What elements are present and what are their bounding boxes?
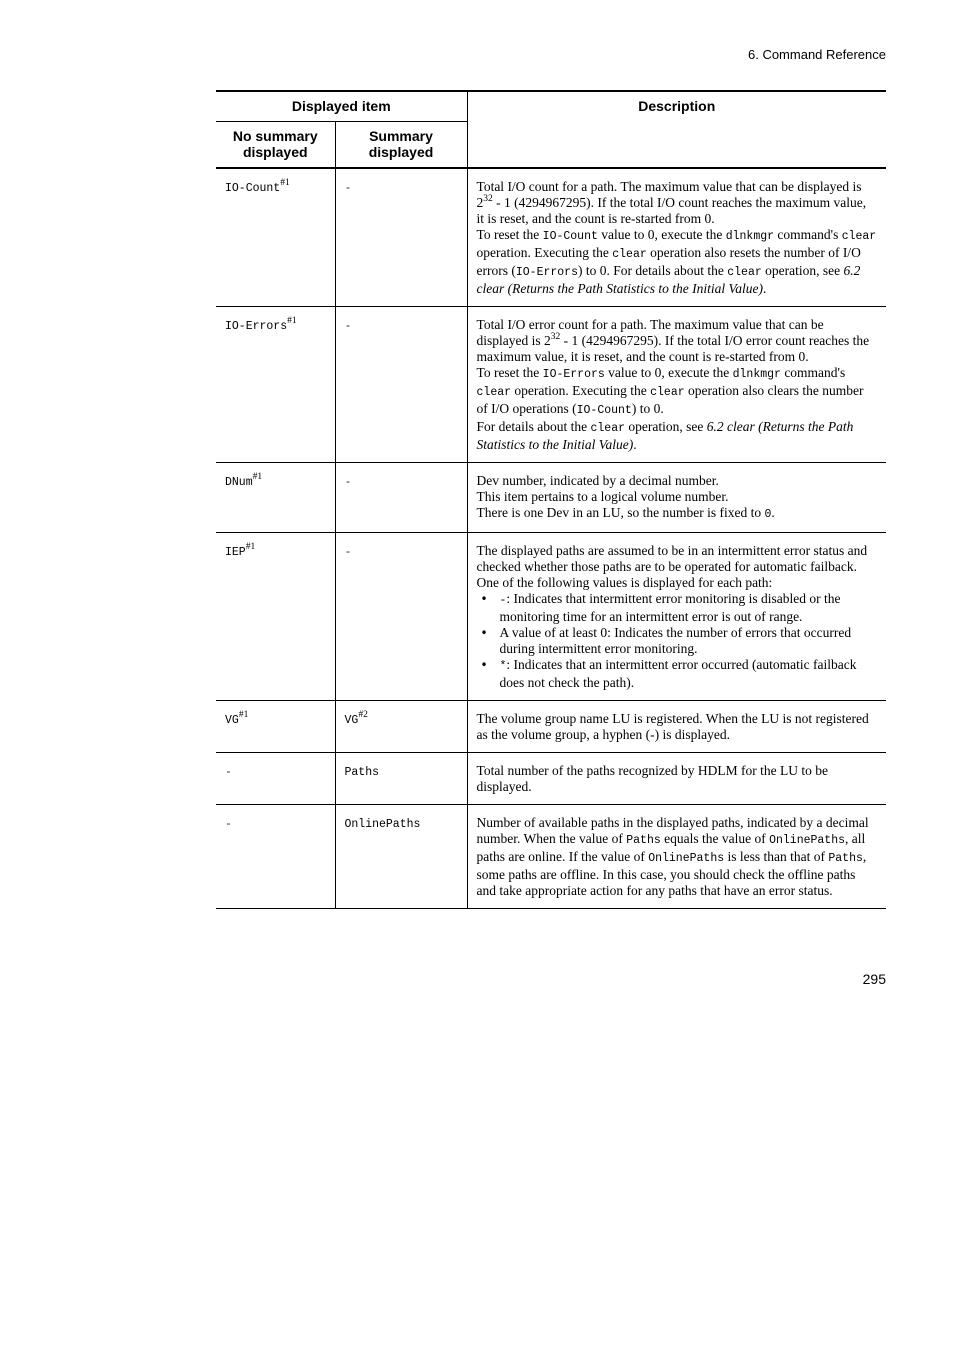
description-text: Number of available paths in the displayed paths, indicated by a decimal number. When the value of Paths equals the value of OnlinePaths, all paths are online. If the value of OnlinePaths is less than that of Paths, some paths are offline. In this case, you should check the offline paths and take appropriate action for any paths that have an error status. xyxy=(476,815,869,898)
code-term: dlnkmgr xyxy=(732,368,781,381)
cell-description xyxy=(467,701,886,753)
table-row xyxy=(216,701,886,753)
cell-no-summary xyxy=(216,753,335,805)
footnote-mark: #1 xyxy=(280,177,290,188)
description-text: The volume group name LU is registered. When the LU is not registered as the volume group, a hyphen (-) is displayed. xyxy=(476,711,869,742)
cell-summary xyxy=(335,463,467,533)
cell-no-summary xyxy=(216,463,335,533)
list-item: • -: Indicates that intermittent error monitoring is disabled or the monitoring time for an intermittent error is out of range. xyxy=(500,591,878,625)
item-name: - xyxy=(225,766,232,779)
description-text: Total number of the paths recognized by HDLM for the LU to be displayed. xyxy=(476,763,828,794)
running-header: 6. Command Reference xyxy=(747,47,886,62)
cell-description xyxy=(467,307,886,463)
cell-summary xyxy=(335,805,467,909)
code-term: clear xyxy=(650,386,685,399)
table-row xyxy=(216,307,886,463)
cell-summary xyxy=(335,168,467,307)
col-header-displayed-item: Displayed item xyxy=(216,91,467,122)
table-row xyxy=(216,533,886,701)
cell-no-summary xyxy=(216,701,335,753)
cell-no-summary xyxy=(216,168,335,307)
item-name: VG xyxy=(225,714,239,727)
cell-summary xyxy=(335,701,467,753)
footnote-mark: #1 xyxy=(238,709,249,720)
table-row xyxy=(216,805,886,909)
code-term: * xyxy=(499,660,507,673)
item-name: - xyxy=(225,818,232,831)
code-term: IO-Errors xyxy=(515,266,578,279)
footnote-mark: #2 xyxy=(358,709,368,720)
col-header-description: Description xyxy=(467,91,886,168)
item-name: DNum xyxy=(225,476,253,489)
superscript: 32 xyxy=(550,331,561,342)
cross-reference: 6.2 clear (Returns the Path Statistics to the Initial Value) xyxy=(476,263,861,296)
item-name: OnlinePaths xyxy=(344,818,421,831)
cell-summary xyxy=(335,533,467,701)
code-term: dlnkmgr xyxy=(725,230,775,243)
item-name: - xyxy=(344,476,352,489)
item-name: IO-Count xyxy=(225,182,281,195)
item-name: Paths xyxy=(344,766,380,779)
code-term: Paths xyxy=(828,852,863,865)
description-text: Total I/O error count for a path. The maximum value that can be displayed is $2^{32} - 1$ (4294967295). If the total I/O error count reaches the maximum value, it is reset, and the count is re-started from 0. To reset the IO-Errors value to 0, execute the dlnkmgr command's clear operation. Executing the clear operation also clears the number of I/O operations (IO-Count) to 0. For details about the clear operation, see 6.2 clear (Returns the Path Statistics to the Initial Value). xyxy=(476,317,870,452)
code-term: - xyxy=(499,594,507,607)
cell-no-summary xyxy=(216,307,335,463)
code-term: Paths xyxy=(626,834,661,847)
code-term: IO-Count xyxy=(576,404,632,417)
bullet-list xyxy=(477,591,878,691)
description-text: Dev number, indicated by a decimal number. This item pertains to a logical volume number. There is one Dev in an LU, so the number is fixed to 0. xyxy=(476,473,775,521)
item-name: - xyxy=(344,320,352,333)
code-term: clear xyxy=(727,266,762,279)
cell-description xyxy=(467,168,886,307)
cell-description xyxy=(467,533,886,701)
code-term: clear xyxy=(476,386,512,399)
code-term: OnlinePaths xyxy=(648,852,725,865)
table-row xyxy=(216,753,886,805)
item-name: IO-Errors xyxy=(225,320,288,333)
item-name: VG xyxy=(344,714,359,727)
col-header-summary: Summary displayed xyxy=(335,122,467,169)
cell-summary xyxy=(335,753,467,805)
code-term: OnlinePaths xyxy=(769,834,846,847)
list-item: • *: Indicates that an intermittent error occurred (automatic failback does not check the path). xyxy=(500,657,878,691)
superscript: 32 xyxy=(483,193,493,204)
col-header-no-summary: No summary displayed xyxy=(216,122,335,169)
displayed-items-table xyxy=(216,90,886,909)
table-row xyxy=(216,168,886,307)
list-item: • A value of at least 0: Indicates the number of errors that occurred during intermittent error monitoring. xyxy=(500,625,878,657)
footnote-mark: #1 xyxy=(252,471,263,482)
description-text: The displayed paths are assumed to be in an intermittent error status and checked whether those paths are to be operated for automatic failback. One of the following values is displayed for each path: xyxy=(476,543,868,590)
footnote-mark: #1 xyxy=(287,315,297,326)
cell-summary xyxy=(335,307,467,463)
cell-no-summary xyxy=(216,805,335,909)
code-term: 0 xyxy=(764,508,772,521)
cell-description xyxy=(467,805,886,909)
item-name: IEP xyxy=(225,546,246,559)
cell-description xyxy=(467,753,886,805)
cell-description xyxy=(467,463,886,533)
item-name: - xyxy=(344,182,352,195)
code-term: clear xyxy=(841,230,877,243)
footnote-mark: #1 xyxy=(245,541,256,552)
code-term: clear xyxy=(612,248,647,261)
code-term: IO-Errors xyxy=(542,368,605,381)
code-term: IO-Count xyxy=(542,230,598,243)
page-number: 295 xyxy=(862,971,886,987)
table-row xyxy=(216,463,886,533)
description-text: Total I/O count for a path. The maximum value that can be displayed is $2^{32} - 1$ (4294967295). If the total I/O count reaches the maximum value, it is reset, and the count is re-started from 0. To reset the IO-Count value to 0, execute the dlnkmgr command's clear operation. Executing the clear operation also resets the number of I/O errors (IO-Errors) to 0. For details about the clear operation, see 6.2 clear (Returns the Path Statistics to the Initial Value). xyxy=(476,179,877,296)
cell-no-summary xyxy=(216,533,335,701)
cross-reference: 6.2 clear (Returns the Path Statistics to the Initial Value) xyxy=(476,419,854,452)
code-term: clear xyxy=(590,422,626,435)
item-name: - xyxy=(344,546,352,559)
